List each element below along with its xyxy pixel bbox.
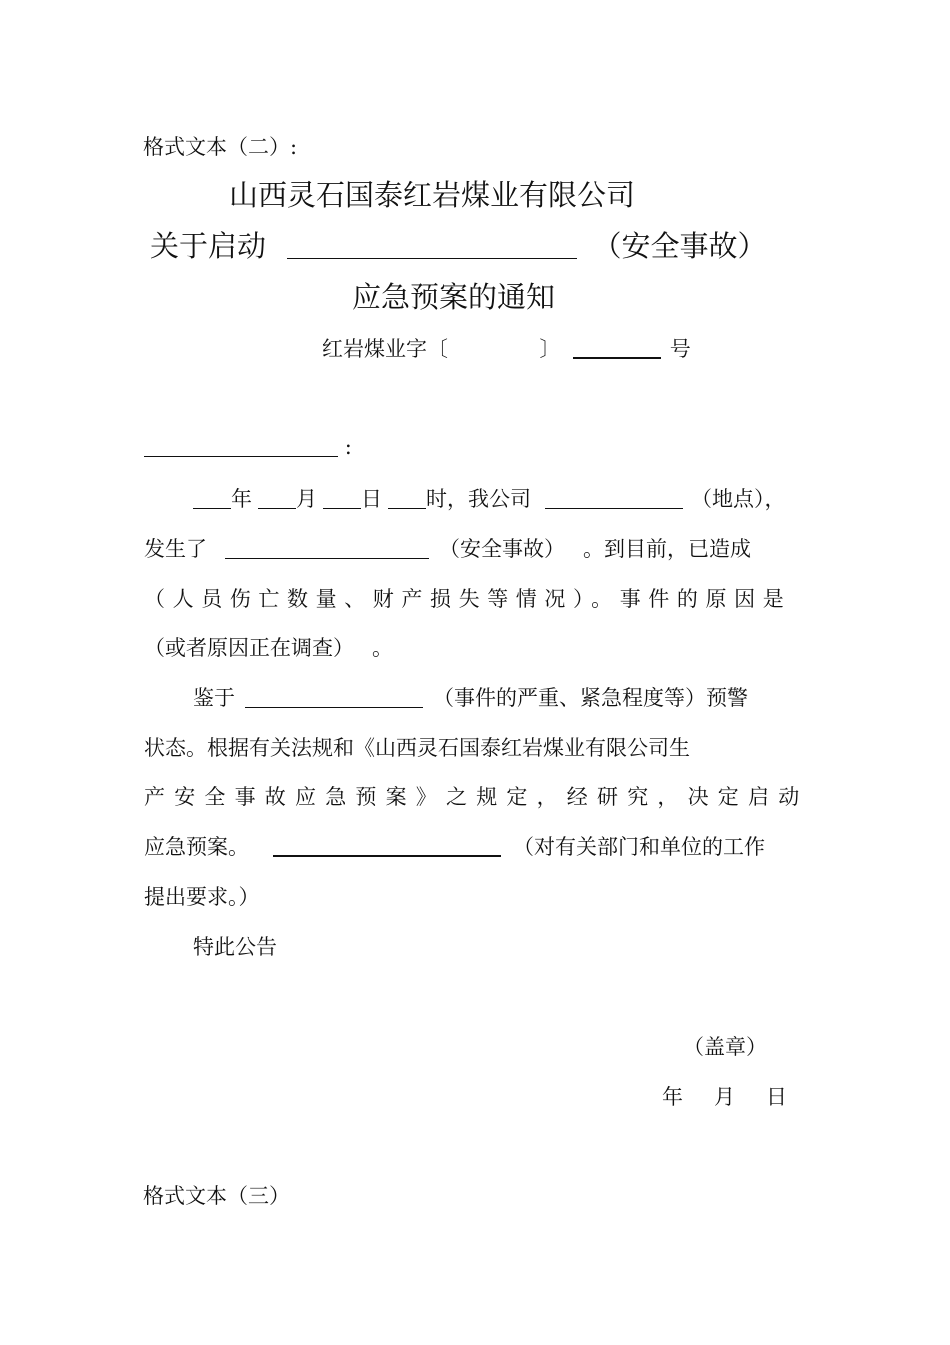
addressee-blank xyxy=(144,433,338,457)
doc-number-bracket: 〕 xyxy=(539,337,561,361)
day-label: 日 xyxy=(361,487,382,511)
next-format-label: 格式文本（三） xyxy=(143,1184,290,1208)
doc-number xyxy=(322,333,691,363)
month-label: 月 xyxy=(296,487,317,511)
requirements-blank xyxy=(273,832,501,857)
severity-line xyxy=(193,682,748,712)
title-suffix: （安全事故） xyxy=(592,229,767,263)
format-label: 格式文本（二）: xyxy=(143,135,298,159)
location-blank xyxy=(545,485,683,509)
accident-blank xyxy=(225,535,429,559)
date-year: 年 xyxy=(662,1085,683,1109)
title-line3: 应急预案的通知 xyxy=(352,280,556,314)
date-month: 月 xyxy=(714,1085,735,1109)
requirements-text: （对有关部门和单位的工作 xyxy=(513,835,765,859)
hour-blank xyxy=(388,485,426,509)
requirements-line xyxy=(144,831,765,861)
title-company: 山西灵石国泰红岩煤业有限公司 xyxy=(229,178,636,212)
title-line2 xyxy=(150,224,766,265)
closing-text: 特此公告 xyxy=(193,935,277,959)
severity-text: （事件的严重、紧急程度等）预警 xyxy=(433,686,748,710)
location-label: （地点）， xyxy=(691,487,786,511)
incident-time-line xyxy=(193,483,786,513)
warning-level-blank xyxy=(245,684,423,708)
accident-label: （安全事故） xyxy=(439,537,565,561)
cause-period: 。 xyxy=(372,636,393,660)
occurred-text: 发生了 xyxy=(144,537,207,561)
accident-line xyxy=(144,533,751,563)
addressee-colon: : xyxy=(344,435,352,460)
plan-text: 应急预案。 xyxy=(144,835,249,859)
addressee xyxy=(144,433,352,459)
cause-line xyxy=(144,632,393,662)
doc-number-suffix: 号 xyxy=(669,337,691,361)
day-blank xyxy=(323,485,361,509)
sign-date xyxy=(662,1081,787,1111)
date-day: 日 xyxy=(766,1085,787,1109)
doc-number-prefix: 红岩煤业字〔 xyxy=(322,337,448,361)
regulation-line: 状态。根据有关法规和《山西灵石国泰红岩煤业有限公司生 xyxy=(144,736,690,760)
title-prefix: 关于启动 xyxy=(150,229,267,263)
decision-line: 产安全事故应急预案》之规定，经研究，决定启动 xyxy=(144,785,809,809)
seal-label: （盖章） xyxy=(683,1035,767,1059)
year-blank xyxy=(193,485,231,509)
hour-text: 时，我公司 xyxy=(426,487,531,511)
requirements-end: 提出要求。） xyxy=(144,885,260,909)
in-view-of: 鉴于 xyxy=(193,686,235,710)
casualties-line: （人员伤亡数量、财产损失等情况）。事件的原因是 xyxy=(144,587,792,611)
doc-number-blank xyxy=(573,334,661,359)
result-text: 。到目前，已造成 xyxy=(583,537,751,561)
cause-text: （或者原因正在调查） xyxy=(144,636,354,660)
year-label: 年 xyxy=(231,487,252,511)
emergency-type-blank xyxy=(287,226,577,259)
month-blank xyxy=(258,485,296,509)
